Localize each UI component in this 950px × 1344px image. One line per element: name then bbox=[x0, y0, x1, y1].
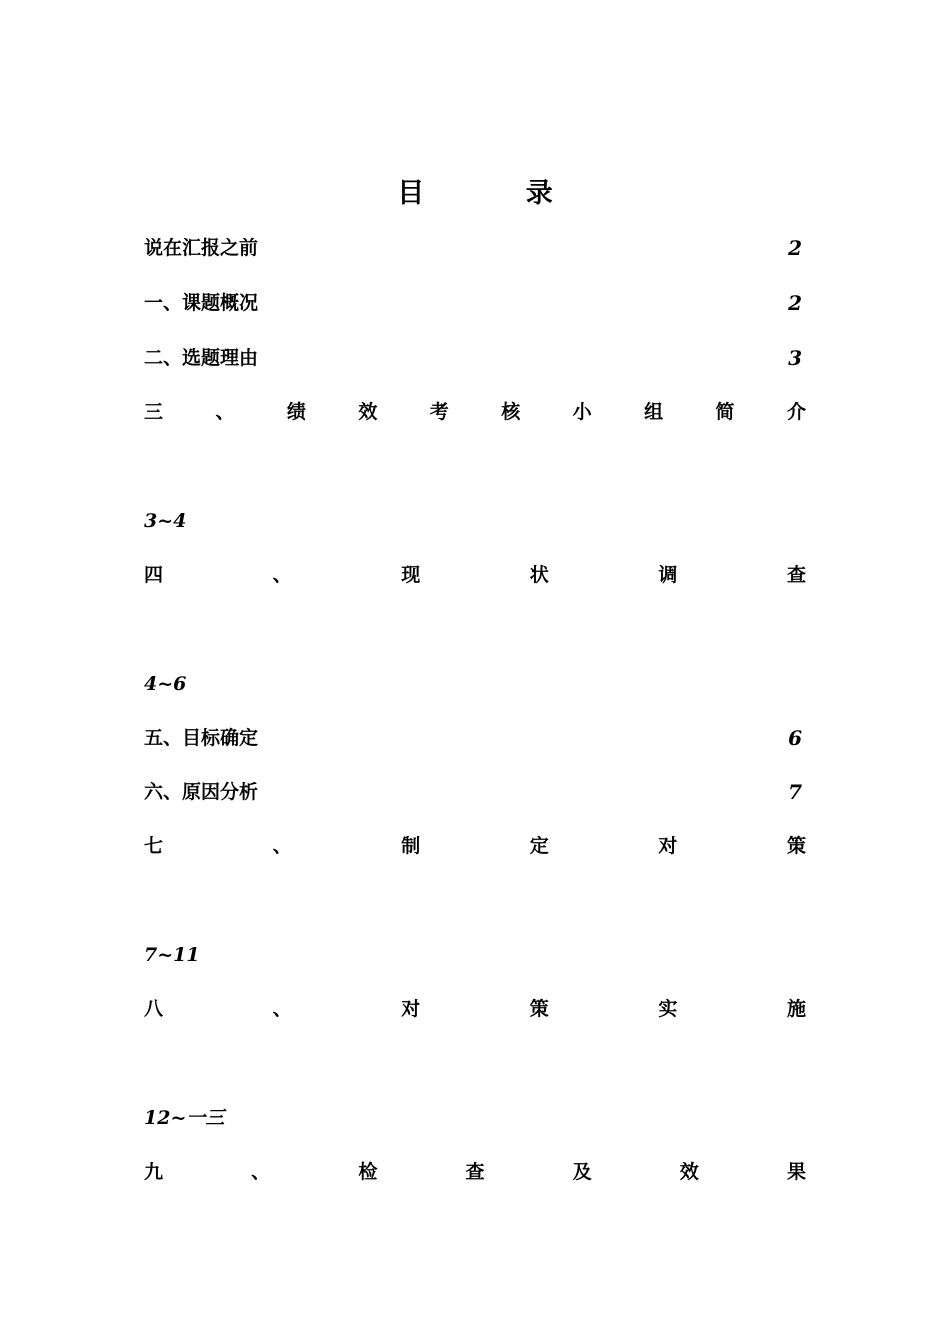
toc-entry-char: 状 bbox=[529, 564, 549, 586]
toc-entry-char: 果 bbox=[786, 1161, 806, 1183]
toc-entry-char: 小 bbox=[572, 401, 592, 423]
toc-entry-char: 九 bbox=[144, 1161, 164, 1183]
toc-entry-justified[interactable] bbox=[144, 561, 806, 589]
toc-entry-label: 一、课题概况 bbox=[144, 292, 259, 314]
toc-entry-label: 五、目标确定 bbox=[144, 727, 259, 749]
toc-entry-char: 效 bbox=[358, 401, 378, 423]
toc-entry-char: 三 bbox=[144, 401, 164, 423]
toc-entry-char: 及 bbox=[572, 1161, 592, 1183]
toc-entry[interactable] bbox=[144, 724, 806, 752]
toc-entry-label: 二、选题理由 bbox=[144, 347, 259, 369]
toc-entry-char: 策 bbox=[786, 835, 806, 857]
toc-entry-char: 检 bbox=[358, 1161, 378, 1183]
toc-entry-char: 考 bbox=[429, 401, 449, 423]
toc-entry-justified[interactable] bbox=[144, 832, 806, 860]
toc-entry-char: 组 bbox=[644, 401, 664, 423]
toc-entry-char: 查 bbox=[465, 1161, 485, 1183]
toc-entry-char: 、 bbox=[272, 998, 292, 1020]
toc-entry-char: 、 bbox=[272, 835, 292, 857]
toc-entry-page: 6 bbox=[788, 726, 802, 750]
toc-entry-char: 调 bbox=[658, 564, 678, 586]
toc-entry-page: 4~6 bbox=[144, 673, 187, 695]
toc-entry-char: 八 bbox=[144, 998, 164, 1020]
toc-entry-page: 2 bbox=[788, 291, 802, 315]
toc-entry-char: 查 bbox=[786, 564, 806, 586]
toc-entry-char: 策 bbox=[529, 998, 549, 1020]
toc-entry-char: 施 bbox=[786, 998, 806, 1020]
toc-entry-char: 介 bbox=[786, 401, 806, 423]
toc-entry-char: 简 bbox=[715, 401, 735, 423]
toc-entry-justified[interactable] bbox=[144, 1158, 806, 1186]
toc-entry-char: 对 bbox=[658, 835, 678, 857]
toc-entry-justified[interactable] bbox=[144, 398, 806, 426]
toc-entry-char: 核 bbox=[501, 401, 521, 423]
toc-entry-page: 2 bbox=[788, 236, 802, 260]
toc-entry[interactable] bbox=[144, 778, 806, 806]
toc-entry-page: 7~11 bbox=[144, 944, 200, 966]
toc-entry-char: 绩 bbox=[286, 401, 306, 423]
toc-entry-char: 效 bbox=[679, 1161, 699, 1183]
toc-entry[interactable] bbox=[144, 289, 806, 317]
toc-entry-char: 定 bbox=[529, 835, 549, 857]
toc-entry[interactable] bbox=[144, 344, 806, 372]
page-title: 目 录 bbox=[397, 178, 599, 209]
toc-entry[interactable] bbox=[144, 234, 806, 262]
toc-entry-char: 现 bbox=[401, 564, 421, 586]
toc-entry-char: 对 bbox=[401, 998, 421, 1020]
toc-entry-char: 、 bbox=[251, 1161, 271, 1183]
toc-entry-page: 12~一三 bbox=[144, 1107, 225, 1129]
toc-entry-justified[interactable] bbox=[144, 995, 806, 1023]
toc-entry-page: 3~4 bbox=[144, 510, 187, 532]
toc-entry-label: 说在汇报之前 bbox=[144, 237, 259, 259]
toc-entry-char: 四 bbox=[144, 564, 164, 586]
toc-entry-char: 七 bbox=[144, 835, 164, 857]
toc-entry-char: 、 bbox=[272, 564, 292, 586]
toc-entry-char: 实 bbox=[658, 998, 678, 1020]
toc-entry-char: 制 bbox=[401, 835, 421, 857]
toc-entry-page: 3 bbox=[788, 346, 802, 370]
toc-entry-char: 、 bbox=[215, 401, 235, 423]
toc-entry-label: 六、原因分析 bbox=[144, 781, 259, 803]
toc-entry-page: 7 bbox=[788, 780, 802, 804]
